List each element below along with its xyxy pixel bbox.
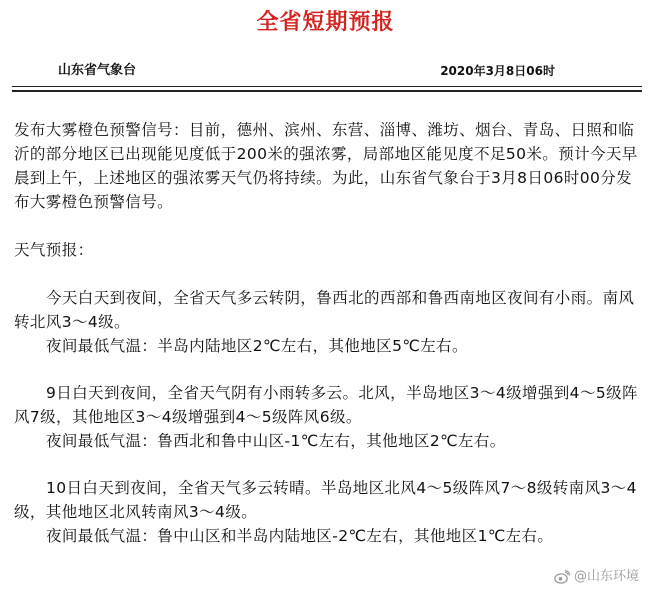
issuer-name: 山东省气象台 [58,63,137,78]
day9-forecast: 9日白天到夜间，全省天气阴有小雨转多云。北风，半岛地区3～4级增强到4～5级阵风7级，其他地区3～4级增强到4～5级阵风6级。 [14,384,638,426]
watermark-text: @山东环境 [573,569,639,584]
paragraph-gap [14,358,642,381]
paragraph-gap [14,262,642,286]
forecast-heading: 天气预报： [14,241,94,259]
paragraph-gap [14,453,642,476]
day10-min-temp: 夜间最低气温：鲁中山区和半岛内陆地区-2℃左右，其他地区1℃左右。 [46,527,554,545]
today-forecast: 今天白天到夜间，全省天气多云转阴，鲁西北的西部和鲁西南地区夜间有小雨。南风转北风3～4级。 [14,289,635,331]
issue-time: 2020年3月8日06时 [440,64,555,78]
day9-min-temp: 夜间最低气温：鲁西北和鲁中山区-1℃左右，其他地区2℃左右。 [46,432,506,450]
document-title: 全省短期预报 [256,10,395,35]
forecast-body [14,118,642,548]
weibo-icon [554,570,570,584]
watermark [554,569,639,585]
warning-paragraph: 发布大雾橙色预警信号：目前，德州、滨州、东营、淄博、潍坊、烟台、青岛、日照和临沂的部分地区已出现能见度低于200米的强浓雾，局部地区能见度不足50米。预计今天早晨到上午，上述地区的强浓雾天气仍将持续。为此，山东省气象台于3月8日06时00分发布大雾橙色预警信号。 [14,121,638,211]
header-divider-thin [12,86,642,87]
day10-forecast: 10日白天到夜间，全省天气多云转晴。半岛地区北风4～5级阵风7～8级转南风3～4级，其他地区北风转南风3～4级。 [14,479,637,521]
header-divider-thick [12,90,642,92]
today-min-temp: 夜间最低气温：半岛内陆地区2℃左右，其他地区5℃左右。 [46,337,468,355]
paragraph-gap [14,214,642,238]
